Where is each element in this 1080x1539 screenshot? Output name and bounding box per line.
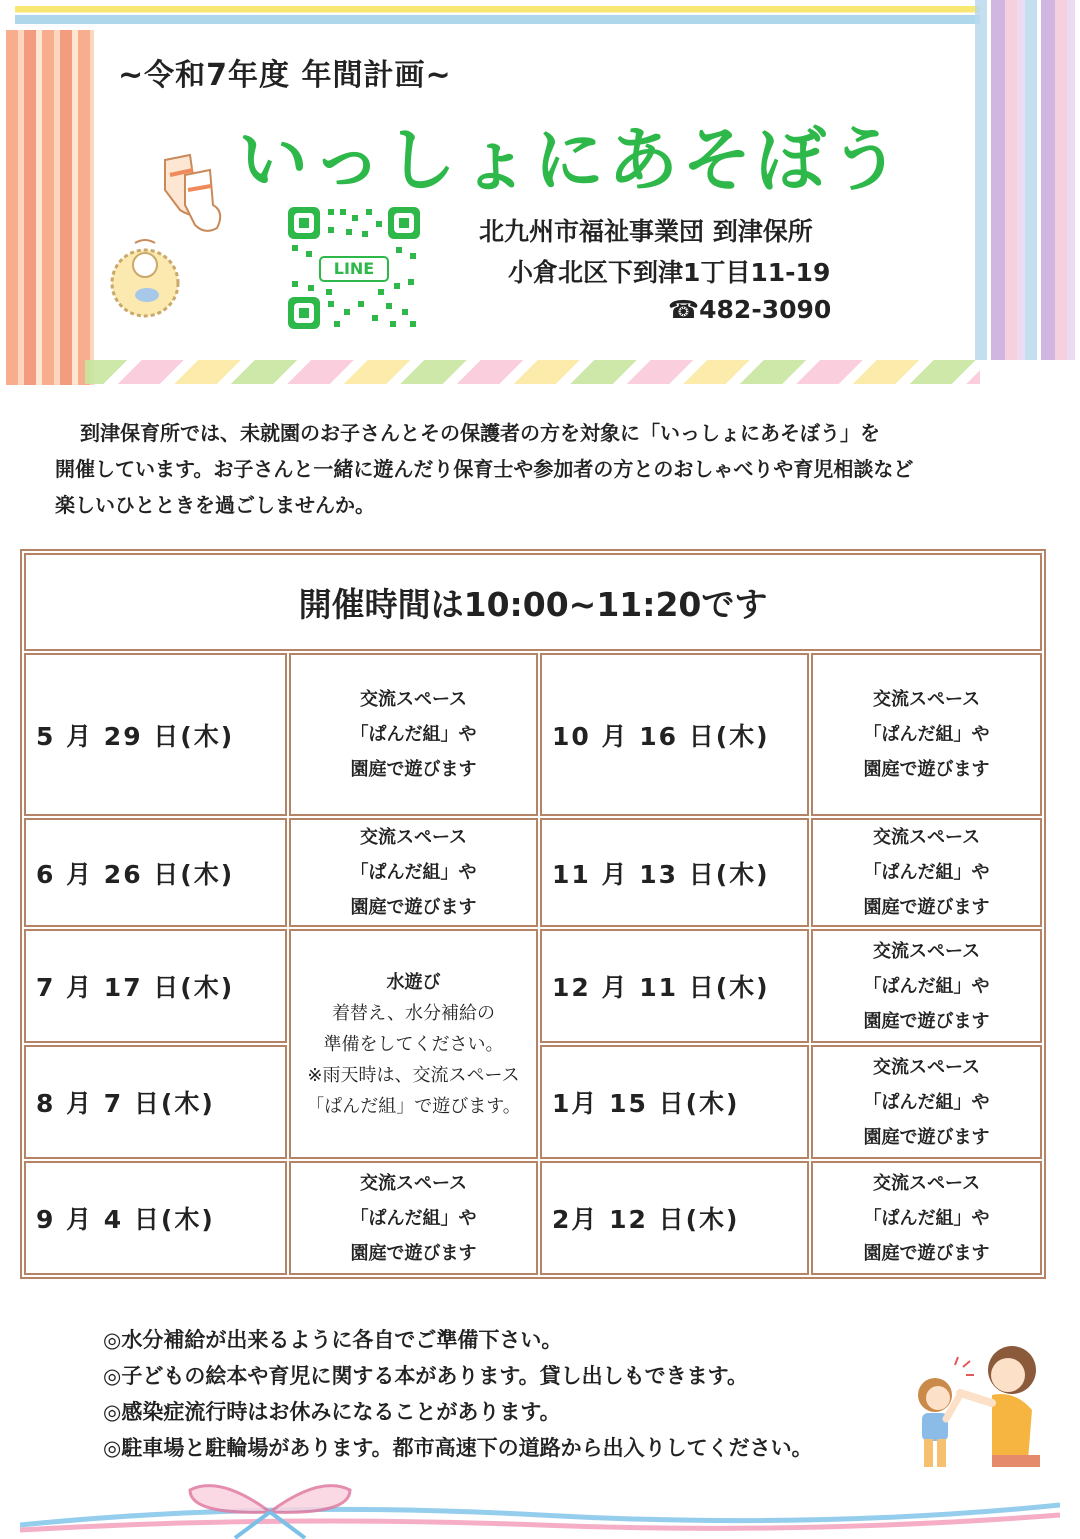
date-cell: 1月 15 日(木) (540, 1045, 809, 1159)
baby-socks-icon (155, 150, 225, 240)
activity-line: 交流スペース (872, 689, 981, 710)
notes-list (103, 1322, 813, 1466)
activity-cell (811, 1161, 1042, 1275)
activity-line: 交流スペース (872, 827, 981, 848)
schedule-header: 開催時間は10:00~11:20です (24, 553, 1042, 651)
activity-line: 「ぱんだ組」や (350, 1207, 477, 1229)
date-cell: 10 月 16 日(木) (540, 653, 809, 816)
table-row (24, 929, 1042, 1043)
activity-line: 交流スペース (359, 1172, 468, 1194)
activity-line: 交流スペース (359, 827, 468, 848)
date-cell: 9 月 4 日(木) (24, 1161, 287, 1275)
activity-cell (811, 1045, 1042, 1159)
table-row (24, 1161, 1042, 1275)
ribbon-decoration (20, 1470, 1060, 1539)
page-title: いっしょにあそぼう (238, 119, 904, 201)
activity-line: 交流スペース (359, 689, 468, 710)
activity-cell (289, 653, 538, 816)
activity-cell (811, 929, 1042, 1043)
activity-line: 交流スペース (872, 1056, 981, 1078)
water-line: 「ぱんだ組」で遊びます。 (306, 1095, 521, 1117)
right-stripe (975, 0, 1075, 360)
note-item: ◎子どもの絵本や育児に関する本があります。貸し出しもできます。 (103, 1364, 748, 1388)
subtitle: ~令和7年度 年間計画~ (118, 58, 452, 93)
water-line: 準備をしてください。 (323, 1033, 504, 1055)
date-cell: 6 月 26 日(木) (24, 818, 287, 927)
activity-line: 「ぱんだ組」や (863, 862, 990, 883)
activity-line: 「ぱんだ組」や (863, 1091, 990, 1113)
activity-line: 園庭で遊びます (863, 1010, 990, 1032)
note-item: ◎感染症流行時はお休みになることがあります。 (103, 1400, 561, 1424)
activity-line: 園庭で遊びます (350, 1242, 477, 1264)
activity-cell (811, 653, 1042, 816)
date-cell: 12 月 11 日(木) (540, 929, 809, 1043)
date-cell: 2月 12 日(木) (540, 1161, 809, 1275)
activity-line: 園庭で遊びます (350, 759, 477, 780)
date-cell: 5 月 29 日(木) (24, 653, 287, 816)
activity-line: 園庭で遊びます (863, 1126, 990, 1148)
qr-label: LINE (333, 259, 375, 278)
activity-line: 園庭で遊びます (863, 1242, 990, 1264)
note-item: ◎水分補給が出来るように各自でご準備下さい。 (103, 1328, 563, 1352)
note-item: ◎駐車場と駐輪場があります。都市高速下の道路から出入りしてください。 (103, 1436, 813, 1460)
activity-line: 園庭で遊びます (863, 897, 990, 918)
intro-line: 到津保育所では、未就園のお子さんとその保護者の方を対象に「いっしょにあそぼう」を (80, 421, 880, 445)
water-line: ※雨天時は、交流スペース (307, 1064, 520, 1086)
mother-child-illustration (900, 1335, 1060, 1475)
date-cell: 8 月 7 日(木) (24, 1045, 287, 1159)
header-bottom-stripe (85, 360, 980, 384)
activity-line: 「ぱんだ組」や (863, 724, 990, 745)
date-cell: 11 月 13 日(木) (540, 818, 809, 927)
activity-cell (289, 818, 538, 927)
water-line: 水遊び (386, 971, 441, 993)
table-row (24, 818, 1042, 927)
activity-line: 園庭で遊びます (350, 897, 477, 918)
address: 小倉北区下到津1丁目11-19 (508, 258, 831, 287)
org-name: 北九州市福祉事業団 到津保所 (479, 217, 813, 246)
activity-cell (811, 818, 1042, 927)
bib-icon (105, 235, 185, 320)
table-row (24, 653, 1042, 816)
left-stripe (6, 30, 94, 385)
phone-number: ☎482-3090 (668, 295, 832, 324)
activity-line: 交流スペース (872, 1172, 981, 1194)
intro-line: 開催しています。お子さんと一緒に遊んだり保育士や参加者の方とのおしゃべりや育児相談など (55, 457, 914, 481)
intro-text (55, 415, 1015, 523)
water-play-cell (289, 929, 538, 1159)
activity-line: 交流スペース (872, 940, 981, 962)
qr-code-icon[interactable] (286, 205, 422, 331)
water-line: 着替え、水分補給の (331, 1002, 496, 1024)
activity-line: 園庭で遊びます (863, 759, 990, 780)
top-stripe (15, 6, 980, 24)
intro-line: 楽しいひとときを過ごしませんか。 (55, 493, 375, 517)
activity-cell (289, 1161, 538, 1275)
date-cell: 7 月 17 日(木) (24, 929, 287, 1043)
schedule-table (20, 549, 1046, 1279)
activity-line: 「ぱんだ組」や (863, 975, 990, 997)
activity-line: 「ぱんだ組」や (863, 1207, 990, 1229)
activity-line: 「ぱんだ組」や (350, 724, 477, 745)
activity-line: 「ぱんだ組」や (350, 862, 477, 883)
